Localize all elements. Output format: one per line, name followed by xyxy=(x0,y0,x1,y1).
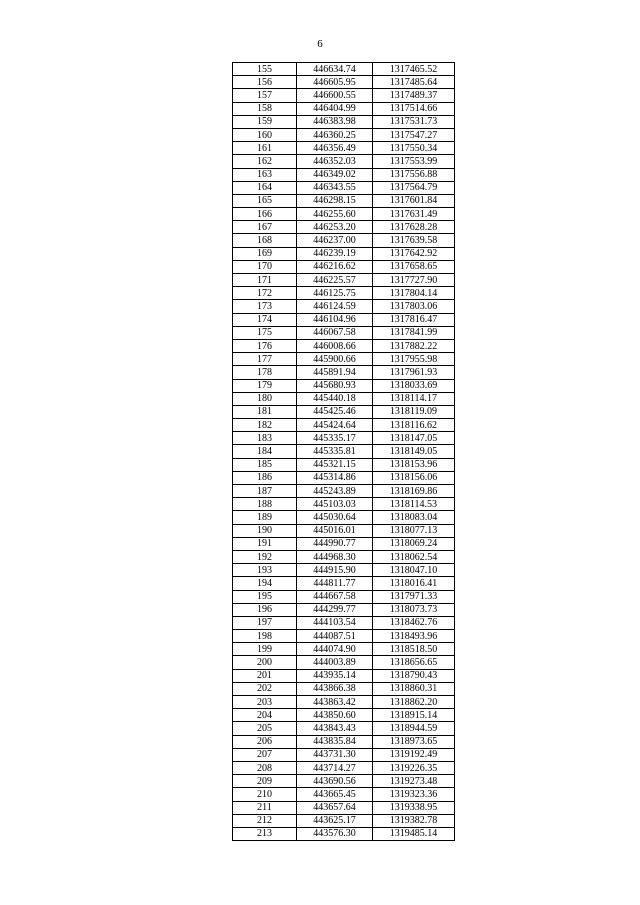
y-coordinate-cell: 1318077.13 xyxy=(373,524,455,537)
table-row xyxy=(233,405,455,418)
table-row xyxy=(233,194,455,207)
y-coordinate-cell: 1317803.06 xyxy=(373,300,455,313)
point-number-cell: 192 xyxy=(233,550,297,563)
x-coordinate-cell: 444103.54 xyxy=(297,616,373,629)
point-number-cell: 181 xyxy=(233,405,297,418)
x-coordinate-cell: 445891.94 xyxy=(297,366,373,379)
y-coordinate-cell: 1318149.05 xyxy=(373,445,455,458)
x-coordinate-cell: 445314.86 xyxy=(297,471,373,484)
table-row xyxy=(233,485,455,498)
point-number-cell: 202 xyxy=(233,682,297,695)
table-row xyxy=(233,761,455,774)
x-coordinate-cell: 443731.30 xyxy=(297,748,373,761)
point-number-cell: 156 xyxy=(233,76,297,89)
y-coordinate-cell: 1318083.04 xyxy=(373,511,455,524)
page-number: 6 xyxy=(317,38,323,50)
x-coordinate-cell: 443657.64 xyxy=(297,801,373,814)
x-coordinate-cell: 446600.55 xyxy=(297,89,373,102)
point-number-cell: 160 xyxy=(233,128,297,141)
table-row xyxy=(233,208,455,221)
x-coordinate-cell: 446298.15 xyxy=(297,194,373,207)
y-coordinate-cell: 1318862.20 xyxy=(373,696,455,709)
y-coordinate-cell: 1318518.50 xyxy=(373,643,455,656)
y-coordinate-cell: 1317485.64 xyxy=(373,76,455,89)
point-number-cell: 179 xyxy=(233,379,297,392)
point-number-cell: 206 xyxy=(233,735,297,748)
x-coordinate-cell: 446383.98 xyxy=(297,115,373,128)
point-number-cell: 164 xyxy=(233,181,297,194)
point-number-cell: 208 xyxy=(233,761,297,774)
point-number-cell: 194 xyxy=(233,577,297,590)
x-coordinate-cell: 443625.17 xyxy=(297,814,373,827)
coordinates-table xyxy=(232,62,455,841)
table-row xyxy=(233,353,455,366)
table-row xyxy=(233,445,455,458)
y-coordinate-cell: 1318493.96 xyxy=(373,630,455,643)
table-row xyxy=(233,392,455,405)
table-row xyxy=(233,260,455,273)
y-coordinate-cell: 1318156.06 xyxy=(373,471,455,484)
point-number-cell: 201 xyxy=(233,669,297,682)
point-number-cell: 199 xyxy=(233,643,297,656)
x-coordinate-cell: 446360.25 xyxy=(297,128,373,141)
table-row xyxy=(233,656,455,669)
y-coordinate-cell: 1319273.48 xyxy=(373,775,455,788)
x-coordinate-cell: 444968.30 xyxy=(297,550,373,563)
table-row xyxy=(233,722,455,735)
y-coordinate-cell: 1318973.65 xyxy=(373,735,455,748)
table-row xyxy=(233,458,455,471)
x-coordinate-cell: 446352.03 xyxy=(297,155,373,168)
y-coordinate-cell: 1318114.17 xyxy=(373,392,455,405)
point-number-cell: 180 xyxy=(233,392,297,405)
table-row xyxy=(233,63,455,76)
y-coordinate-cell: 1317531.73 xyxy=(373,115,455,128)
point-number-cell: 182 xyxy=(233,419,297,432)
table-row xyxy=(233,564,455,577)
x-coordinate-cell: 444087.51 xyxy=(297,630,373,643)
x-coordinate-cell: 444990.77 xyxy=(297,537,373,550)
point-number-cell: 177 xyxy=(233,353,297,366)
x-coordinate-cell: 446605.95 xyxy=(297,76,373,89)
x-coordinate-cell: 443690.56 xyxy=(297,775,373,788)
x-coordinate-cell: 446216.62 xyxy=(297,260,373,273)
point-number-cell: 190 xyxy=(233,524,297,537)
x-coordinate-cell: 446343.55 xyxy=(297,181,373,194)
table-row xyxy=(233,432,455,445)
table-row xyxy=(233,115,455,128)
y-coordinate-cell: 1318790.43 xyxy=(373,669,455,682)
point-number-cell: 173 xyxy=(233,300,297,313)
y-coordinate-cell: 1318062.54 xyxy=(373,550,455,563)
x-coordinate-cell: 443850.60 xyxy=(297,709,373,722)
point-number-cell: 188 xyxy=(233,498,297,511)
y-coordinate-cell: 1318656.65 xyxy=(373,656,455,669)
table-row xyxy=(233,735,455,748)
y-coordinate-cell: 1318860.31 xyxy=(373,682,455,695)
point-number-cell: 210 xyxy=(233,788,297,801)
y-coordinate-cell: 1318915.14 xyxy=(373,709,455,722)
point-number-cell: 163 xyxy=(233,168,297,181)
point-number-cell: 168 xyxy=(233,234,297,247)
table-row xyxy=(233,366,455,379)
table-row xyxy=(233,696,455,709)
table-row xyxy=(233,590,455,603)
y-coordinate-cell: 1318073.73 xyxy=(373,603,455,616)
x-coordinate-cell: 446634.74 xyxy=(297,63,373,76)
table-row xyxy=(233,682,455,695)
point-number-cell: 189 xyxy=(233,511,297,524)
x-coordinate-cell: 446255.60 xyxy=(297,208,373,221)
x-coordinate-cell: 443866.38 xyxy=(297,682,373,695)
y-coordinate-cell: 1317465.52 xyxy=(373,63,455,76)
y-coordinate-cell: 1318033.69 xyxy=(373,379,455,392)
y-coordinate-cell: 1317489.37 xyxy=(373,89,455,102)
point-number-cell: 205 xyxy=(233,722,297,735)
table-row xyxy=(233,471,455,484)
x-coordinate-cell: 446125.75 xyxy=(297,287,373,300)
x-coordinate-cell: 444003.89 xyxy=(297,656,373,669)
y-coordinate-cell: 1317547.27 xyxy=(373,128,455,141)
table-row xyxy=(233,827,455,840)
table-row xyxy=(233,775,455,788)
point-number-cell: 195 xyxy=(233,590,297,603)
y-coordinate-cell: 1318016.41 xyxy=(373,577,455,590)
y-coordinate-cell: 1317550.34 xyxy=(373,142,455,155)
y-coordinate-cell: 1318944.59 xyxy=(373,722,455,735)
point-number-cell: 159 xyxy=(233,115,297,128)
table-row xyxy=(233,181,455,194)
point-number-cell: 207 xyxy=(233,748,297,761)
point-number-cell: 187 xyxy=(233,485,297,498)
point-number-cell: 193 xyxy=(233,564,297,577)
x-coordinate-cell: 443576.30 xyxy=(297,827,373,840)
y-coordinate-cell: 1317642.92 xyxy=(373,247,455,260)
point-number-cell: 175 xyxy=(233,326,297,339)
y-coordinate-cell: 1318169.86 xyxy=(373,485,455,498)
x-coordinate-cell: 445424.64 xyxy=(297,419,373,432)
y-coordinate-cell: 1318114.53 xyxy=(373,498,455,511)
y-coordinate-cell: 1317955.98 xyxy=(373,353,455,366)
y-coordinate-cell: 1317639.58 xyxy=(373,234,455,247)
table-row xyxy=(233,313,455,326)
table-row xyxy=(233,748,455,761)
x-coordinate-cell: 445030.64 xyxy=(297,511,373,524)
table-row xyxy=(233,234,455,247)
y-coordinate-cell: 1317628.28 xyxy=(373,221,455,234)
table-row xyxy=(233,788,455,801)
point-number-cell: 170 xyxy=(233,260,297,273)
y-coordinate-cell: 1317727.90 xyxy=(373,274,455,287)
y-coordinate-cell: 1318047.10 xyxy=(373,564,455,577)
table-row xyxy=(233,274,455,287)
x-coordinate-cell: 443665.45 xyxy=(297,788,373,801)
point-number-cell: 161 xyxy=(233,142,297,155)
point-number-cell: 155 xyxy=(233,63,297,76)
y-coordinate-cell: 1318147.05 xyxy=(373,432,455,445)
x-coordinate-cell: 443714.27 xyxy=(297,761,373,774)
point-number-cell: 186 xyxy=(233,471,297,484)
point-number-cell: 198 xyxy=(233,630,297,643)
y-coordinate-cell: 1318462.76 xyxy=(373,616,455,629)
y-coordinate-cell: 1319485.14 xyxy=(373,827,455,840)
x-coordinate-cell: 444915.90 xyxy=(297,564,373,577)
x-coordinate-cell: 443835.84 xyxy=(297,735,373,748)
x-coordinate-cell: 446349.02 xyxy=(297,168,373,181)
y-coordinate-cell: 1319338.95 xyxy=(373,801,455,814)
table-row xyxy=(233,221,455,234)
x-coordinate-cell: 443843.43 xyxy=(297,722,373,735)
x-coordinate-cell: 446067.58 xyxy=(297,326,373,339)
y-coordinate-cell: 1317601.84 xyxy=(373,194,455,207)
y-coordinate-cell: 1318153.96 xyxy=(373,458,455,471)
table-row xyxy=(233,669,455,682)
table-row xyxy=(233,287,455,300)
table-row xyxy=(233,498,455,511)
table-row xyxy=(233,128,455,141)
y-coordinate-cell: 1318069.24 xyxy=(373,537,455,550)
x-coordinate-cell: 446225.57 xyxy=(297,274,373,287)
point-number-cell: 185 xyxy=(233,458,297,471)
x-coordinate-cell: 445016.01 xyxy=(297,524,373,537)
x-coordinate-cell: 446253.20 xyxy=(297,221,373,234)
point-number-cell: 169 xyxy=(233,247,297,260)
x-coordinate-cell: 444811.77 xyxy=(297,577,373,590)
table-row xyxy=(233,550,455,563)
x-coordinate-cell: 443935.14 xyxy=(297,669,373,682)
point-number-cell: 200 xyxy=(233,656,297,669)
x-coordinate-cell: 445440.18 xyxy=(297,392,373,405)
point-number-cell: 212 xyxy=(233,814,297,827)
point-number-cell: 204 xyxy=(233,709,297,722)
y-coordinate-cell: 1317514.66 xyxy=(373,102,455,115)
point-number-cell: 211 xyxy=(233,801,297,814)
table-row xyxy=(233,524,455,537)
table-row xyxy=(233,616,455,629)
table-row xyxy=(233,709,455,722)
point-number-cell: 167 xyxy=(233,221,297,234)
x-coordinate-cell: 445680.93 xyxy=(297,379,373,392)
table-row xyxy=(233,247,455,260)
x-coordinate-cell: 445321.15 xyxy=(297,458,373,471)
table-row xyxy=(233,630,455,643)
point-number-cell: 174 xyxy=(233,313,297,326)
y-coordinate-cell: 1318119.09 xyxy=(373,405,455,418)
table-row xyxy=(233,89,455,102)
table-row xyxy=(233,155,455,168)
y-coordinate-cell: 1317841.99 xyxy=(373,326,455,339)
x-coordinate-cell: 444667.58 xyxy=(297,590,373,603)
x-coordinate-cell: 446124.59 xyxy=(297,300,373,313)
point-number-cell: 157 xyxy=(233,89,297,102)
y-coordinate-cell: 1317961.93 xyxy=(373,366,455,379)
table-row xyxy=(233,577,455,590)
table-row xyxy=(233,142,455,155)
x-coordinate-cell: 443863.42 xyxy=(297,696,373,709)
x-coordinate-cell: 445103.03 xyxy=(297,498,373,511)
y-coordinate-cell: 1317804.14 xyxy=(373,287,455,300)
point-number-cell: 172 xyxy=(233,287,297,300)
y-coordinate-cell: 1319382.78 xyxy=(373,814,455,827)
y-coordinate-cell: 1317631.49 xyxy=(373,208,455,221)
point-number-cell: 196 xyxy=(233,603,297,616)
x-coordinate-cell: 445425.46 xyxy=(297,405,373,418)
table-row xyxy=(233,537,455,550)
x-coordinate-cell: 446356.49 xyxy=(297,142,373,155)
y-coordinate-cell: 1317556.88 xyxy=(373,168,455,181)
x-coordinate-cell: 446404.99 xyxy=(297,102,373,115)
x-coordinate-cell: 445243.89 xyxy=(297,485,373,498)
y-coordinate-cell: 1317553.99 xyxy=(373,155,455,168)
y-coordinate-cell: 1317658.65 xyxy=(373,260,455,273)
x-coordinate-cell: 446239.19 xyxy=(297,247,373,260)
y-coordinate-cell: 1317882.22 xyxy=(373,339,455,352)
point-number-cell: 171 xyxy=(233,274,297,287)
point-number-cell: 203 xyxy=(233,696,297,709)
y-coordinate-cell: 1317971.33 xyxy=(373,590,455,603)
table-row xyxy=(233,814,455,827)
y-coordinate-cell: 1318116.62 xyxy=(373,419,455,432)
table-row xyxy=(233,419,455,432)
x-coordinate-cell: 446104.96 xyxy=(297,313,373,326)
point-number-cell: 178 xyxy=(233,366,297,379)
x-coordinate-cell: 445900.66 xyxy=(297,353,373,366)
point-number-cell: 158 xyxy=(233,102,297,115)
point-number-cell: 183 xyxy=(233,432,297,445)
table-row xyxy=(233,801,455,814)
x-coordinate-cell: 444074.90 xyxy=(297,643,373,656)
table-row xyxy=(233,339,455,352)
point-number-cell: 166 xyxy=(233,208,297,221)
point-number-cell: 197 xyxy=(233,616,297,629)
table-row xyxy=(233,300,455,313)
point-number-cell: 191 xyxy=(233,537,297,550)
x-coordinate-cell: 445335.17 xyxy=(297,432,373,445)
y-coordinate-cell: 1317816.47 xyxy=(373,313,455,326)
y-coordinate-cell: 1319226.35 xyxy=(373,761,455,774)
point-number-cell: 165 xyxy=(233,194,297,207)
table-row xyxy=(233,102,455,115)
x-coordinate-cell: 444299.77 xyxy=(297,603,373,616)
point-number-cell: 213 xyxy=(233,827,297,840)
point-number-cell: 162 xyxy=(233,155,297,168)
table-row xyxy=(233,643,455,656)
table-row xyxy=(233,511,455,524)
table-row xyxy=(233,603,455,616)
point-number-cell: 209 xyxy=(233,775,297,788)
table-row xyxy=(233,76,455,89)
coordinates-table-body xyxy=(233,63,455,841)
point-number-cell: 176 xyxy=(233,339,297,352)
table-row xyxy=(233,326,455,339)
table-row xyxy=(233,168,455,181)
x-coordinate-cell: 445335.81 xyxy=(297,445,373,458)
y-coordinate-cell: 1317564.79 xyxy=(373,181,455,194)
x-coordinate-cell: 446237.00 xyxy=(297,234,373,247)
y-coordinate-cell: 1319192.49 xyxy=(373,748,455,761)
point-number-cell: 184 xyxy=(233,445,297,458)
y-coordinate-cell: 1319323.36 xyxy=(373,788,455,801)
table-row xyxy=(233,379,455,392)
x-coordinate-cell: 446008.66 xyxy=(297,339,373,352)
